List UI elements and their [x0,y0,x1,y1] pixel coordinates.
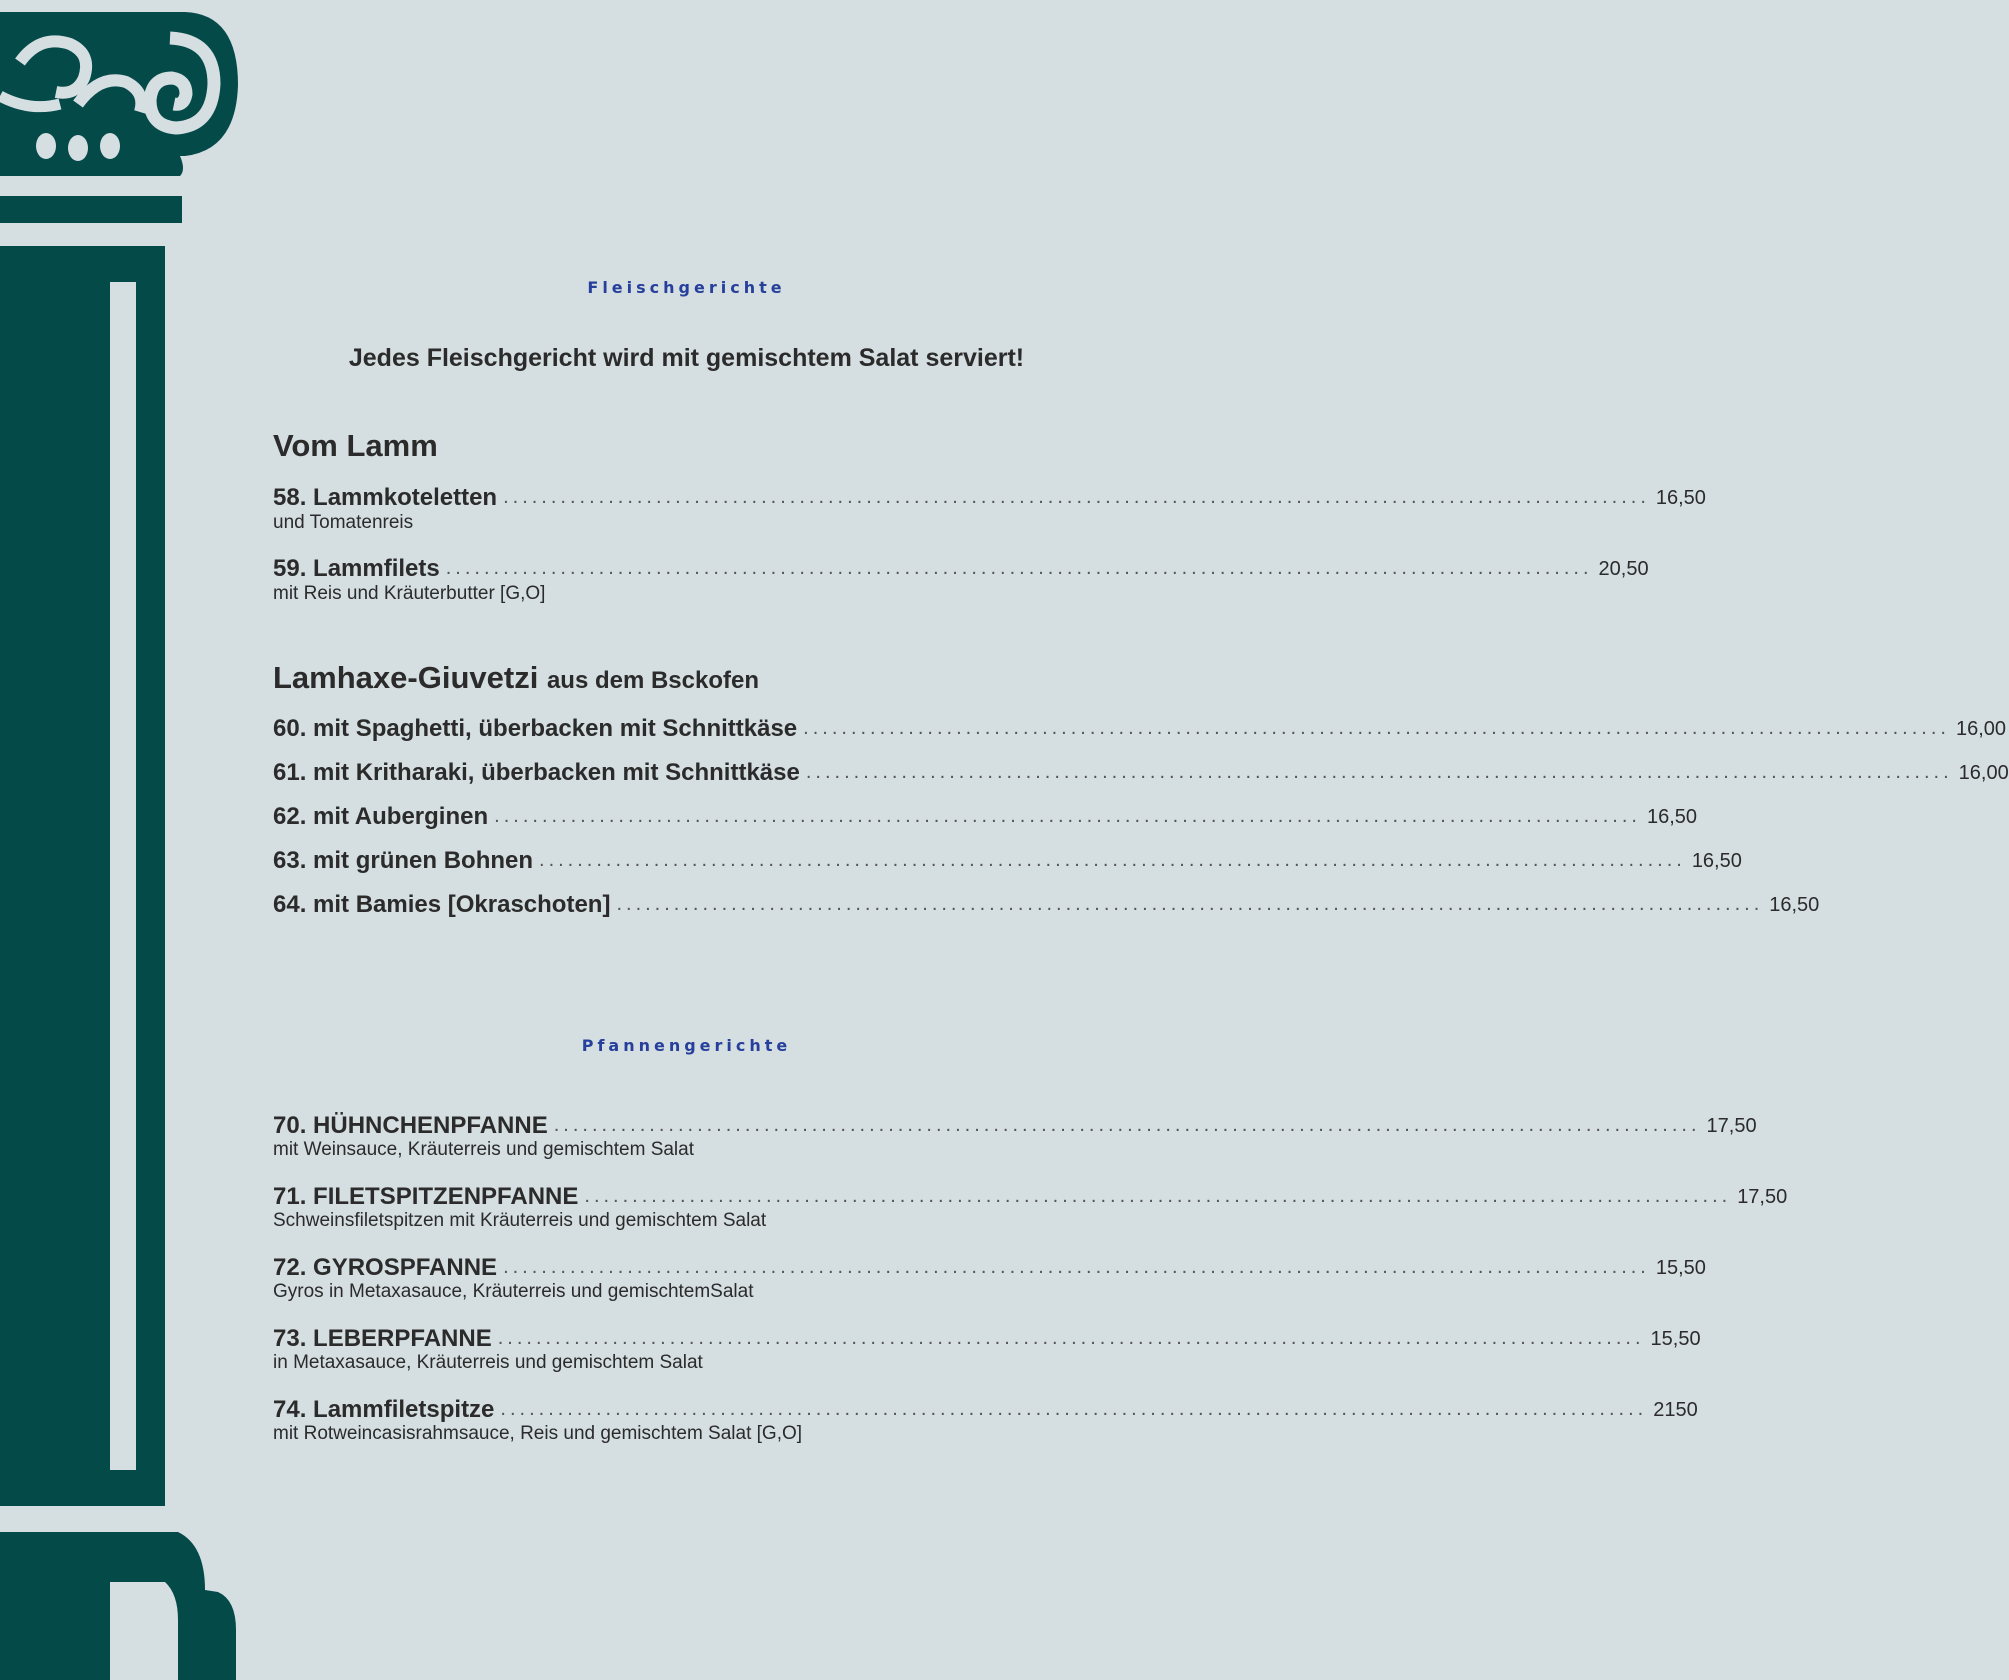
menu-item-price: 16,00 [1955,718,2007,740]
menu-item-price: 15,50 [1650,1328,1701,1350]
menu-item-description: Gyros in Metaxasauce, Kräuterreis und gemischtemSalat [273,1281,754,1302]
menu-item-price: 15,50 [1655,1257,1706,1279]
menu-item-price: 16,50 [1646,806,1698,828]
menu-item-name: 64. mit Bamies [Okraschoten] [273,891,611,918]
menu-item-64 [273,883,1820,919]
menu-item-name: 70. HÜHNCHENPFANNE [273,1112,548,1139]
dot-leader: ........................................................................................................................ [805,761,1953,783]
menu-item-72 [273,1246,1706,1282]
dot-leader: ........................................................................................................................ [503,486,1650,508]
menu-item-description: mit Weinsauce, Kräuterreis und gemischtem Salat [273,1139,694,1160]
menu-item-price: 17,50 [1737,1186,1788,1208]
section-title-text: Fleischgerichte [587,278,786,297]
menu-item-description: mit Rotweincasisrahmsauce, Reis und gemischtem Salat [G,O] [273,1423,803,1444]
menu-item-73 [273,1317,1701,1353]
menu-item-description: in Metaxasauce, Kräuterreis und gemischtem Salat [273,1352,703,1373]
dot-leader: ........................................................................................................................ [616,893,1764,915]
menu-item-name: 61. mit Kritharaki, überbacken mit Schnittkäse [273,759,800,786]
ionic-column-icon [0,0,250,1680]
group-heading-text: Lamhaxe-Giuvetzi [273,660,539,695]
menu-item-price: 17,50 [1706,1115,1757,1137]
menu-item-description: und Tomatenreis [273,512,414,533]
group-heading-lamhaxe-giuvetzi [273,660,759,696]
dot-leader: ........................................................................................................................ [584,1185,1732,1207]
menu-item-60 [273,707,2007,743]
menu-item-name: 63. mit grünen Bohnen [273,847,534,874]
menu-item-74 [273,1388,1698,1424]
dot-leader: ........................................................................................................................ [803,717,1950,739]
menu-item-71 [273,1175,1788,1211]
menu-item-name: 59. Lammfilets [273,555,440,582]
dot-leader: ........................................................................................................................ [497,1327,1645,1349]
menu-item-name: 60. mit Spaghetti, überbacken mit Schnittkäse [273,715,798,742]
menu-item-name: 73. LEBERPFANNE [273,1325,492,1352]
menu-item-description: Schweinsfiletspitzen mit Kräuterreis und gemischtem Salat [273,1210,767,1231]
dot-leader: ........................................................................................................................ [445,557,1593,579]
menu-item-price: 16,50 [1769,894,1820,916]
section-title-pfannengerichte [273,1036,1100,1055]
menu-item-61 [273,751,2009,787]
menu-item-price: 16,50 [1691,850,1742,872]
section-title-text: Pfannengerichte [581,1036,792,1055]
menu-item-name: 71. FILETSPITZENPFANNE [273,1183,579,1210]
menu-item-63 [273,839,1742,875]
menu-item-name: 62. mit Auberginen [273,803,489,830]
menu-item-name: 72. GYROSPFANNE [273,1254,498,1281]
dot-leader: ........................................................................................................................ [503,1256,1650,1278]
menu-content [273,0,2009,1680]
menu-item-price: 16,50 [1655,487,1706,509]
section-title-fleischgerichte [273,278,1100,297]
menu-item-price: 2150 [1653,1399,1698,1421]
menu-item-name: 74. Lammfiletspitze [273,1396,495,1423]
dot-leader: ........................................................................................................................ [539,849,1686,871]
menu-item-description: mit Reis und Kräuterbutter [G,O] [273,583,546,604]
menu-item-58 [273,476,1706,512]
dot-leader: ........................................................................................................................ [500,1398,1648,1420]
section-subtitle: Jedes Fleischgericht wird mit gemischtem Salat serviert! [348,344,1025,372]
menu-item-price: 16,00 [1958,762,2009,784]
group-heading-suffix: aus dem Bsckofen [546,667,760,694]
menu-item-62 [273,795,1698,831]
menu-item-price: 20,50 [1598,558,1649,580]
menu-item-name: 58. Lammkoteletten [273,484,498,511]
dot-leader: ........................................................................................................................ [494,805,1641,827]
group-heading-vom-lamm: Vom Lamm [273,428,438,463]
menu-item-59 [273,547,1649,583]
dot-leader: ........................................................................................................................ [553,1114,1701,1136]
menu-item-70 [273,1104,1757,1140]
